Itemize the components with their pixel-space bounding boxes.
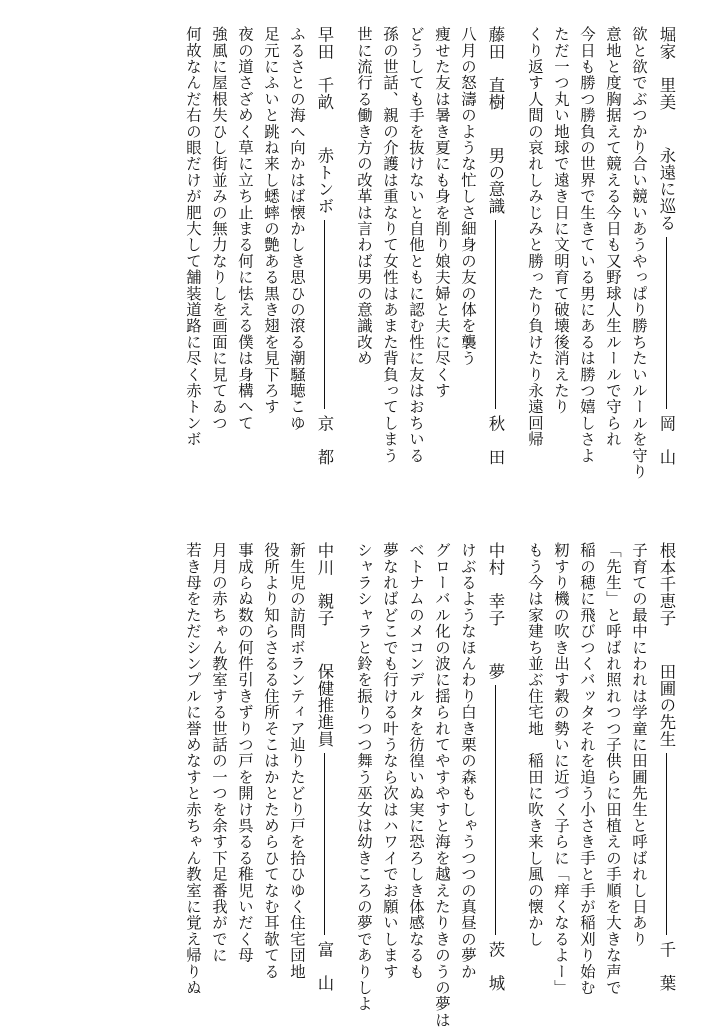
poem-series-title: 保健推進員 — [315, 662, 334, 747]
entry-header — [654, 26, 678, 466]
entry-header — [312, 26, 336, 466]
poem-series-title: 田圃の先生 — [657, 662, 676, 747]
top-block — [16, 26, 678, 480]
title-rule — [324, 753, 325, 935]
poem-line: シャラシャラと鈴を振りつつ舞う巫女は幼きころの夢でありしよ — [355, 542, 373, 1012]
author-name: 早田 千畝 — [315, 26, 334, 111]
poem-line: 何故なんだ右の眼だけが肥大して舗装道路に尽く赤トンボ — [184, 26, 202, 448]
poem-line: 月月の赤ちゃん教室する世話の一つを余す下足番我がでに — [210, 542, 228, 964]
title-rule — [495, 685, 496, 935]
author-name: 堀家 里美 — [657, 26, 676, 111]
poem-line: 足元にふいと跳ね来し蟋蟀の艶ある黒き翅を見下ろす — [262, 26, 280, 415]
author-name: 根本千恵子 — [657, 542, 676, 627]
entry-horiie — [524, 26, 678, 480]
prefecture: 京 都 — [315, 415, 334, 466]
author-name: 中村 幸子 — [486, 542, 505, 627]
entry-header — [483, 26, 507, 466]
entry-header — [483, 542, 507, 992]
entry-nakagawa — [182, 542, 336, 996]
poem-line: ベトナムのメコンデルタを彷徨いぬ実に恐ろしき体感なるも — [407, 542, 425, 980]
entry-fujita — [353, 26, 507, 466]
poem-line: 強風に屋根失ひし街並みの無力なりしを画面に見てゐつ — [210, 26, 228, 431]
poem-line: 事成らぬ数の何件引きずりつ戸を開け呉るる稚児いだく母 — [236, 542, 254, 964]
poem-line: 若き母をただシンプルに誉めなすと赤ちゃん教室に覚え帰りぬ — [184, 542, 202, 996]
prefecture: 千 葉 — [657, 941, 676, 992]
poem-line: ただ一つ丸い地球で遠き日に文明育て破壊後消えたり — [552, 26, 570, 415]
title-rule — [495, 220, 496, 409]
bottom-block — [16, 542, 678, 1028]
poem-line: 「先生」と呼ばれ照れつつ子供らに田植えの手順を大きな声で — [604, 542, 622, 996]
poem-series-title: 夢 — [486, 662, 505, 680]
poem-line: 役所より知らさるる住所そこはかとためらひてなむ耳欹てる — [262, 542, 280, 980]
entry-header — [654, 542, 678, 992]
author-name: 藤田 直樹 — [486, 26, 505, 111]
poem-line: 稲の穂に飛びつくバッタそれを追う小さき手と手が稲刈り始む — [578, 542, 596, 996]
poem-line: 痩せた友は暑き夏にも身を削り娘夫婦と夫に尽くす — [433, 26, 451, 399]
entry-header — [312, 542, 336, 992]
entry-nakamura — [353, 542, 507, 1028]
poem-series-title: 赤トンボ — [315, 146, 334, 215]
poem-line: 欲と欲でぶつかり合い競いあうやっぱり勝ちたいルールを守り — [630, 26, 648, 480]
prefecture: 富 山 — [315, 941, 334, 992]
title-rule — [666, 237, 667, 409]
poem-line: グローバル化の波に揺られてやすやすと海を越えたりきのうの夢は — [433, 542, 451, 1028]
poem-line: 夜の道さざめく草に立ち止まる何に怯える僕は身構へて — [236, 26, 254, 431]
entry-hayata — [182, 26, 336, 466]
poem-line: もう今は家建ち並ぶ住宅地 稲田に吹き来し風の懐かし — [526, 542, 544, 947]
poem-series-title: 男の意識 — [486, 146, 505, 215]
title-rule — [666, 753, 667, 935]
prefecture: 岡 山 — [657, 415, 676, 466]
poem-line: 籾すり機の吹き出す穀の勢いに近づく子らに「痒くなるよー」 — [552, 542, 570, 996]
poem-line: くり返す人間の哀れしみじみと勝ったり負けたり永遠回帰 — [526, 26, 544, 448]
poem-line: けぶるようなほんわり白き栗の森もしゃうつつの真昼の夢か — [459, 542, 477, 980]
author-name: 中川 親子 — [315, 542, 334, 627]
poem-line: 今日も勝つ勝負の世界で生きている男にあるは勝つ嬉しさよ — [578, 26, 596, 464]
poem-line: 孫の世話、親の介護は重なりて女性はあまた背負ってしまう — [381, 26, 399, 464]
poem-line: 夢なればどこでも行ける叶うなら次はハワイでお願いします — [381, 542, 399, 980]
poem-line: 子育ての最中にわれは学童に田圃先生と呼ばれし日あり — [630, 542, 648, 947]
prefecture: 秋 田 — [486, 415, 505, 466]
entry-nemoto — [524, 542, 678, 996]
title-rule — [324, 220, 325, 409]
poem-line: 八月の怒濤のような忙しさ細身の友の体を襲う — [459, 26, 477, 367]
poem-line: 新生児の訪問ボランティア辿りたどり戸を拾ひゆく住宅団地 — [288, 542, 306, 980]
prefecture: 茨 城 — [486, 941, 505, 992]
poem-series-title: 永遠に巡る — [657, 146, 676, 231]
poem-line: 世に流行る働き方の改革は言わば男の意識改め — [355, 26, 373, 367]
poem-line: 意地と度胸据えて競える今日も又野球人生ルールで守られ — [604, 26, 622, 448]
poem-line: どうしても手を抜けないと自他ともに認む性に友はおちいる — [407, 26, 425, 464]
poem-line: ふるさとの海へ向かはば懐かしき思ひの滾る潮騒聴こゆ — [288, 26, 306, 431]
